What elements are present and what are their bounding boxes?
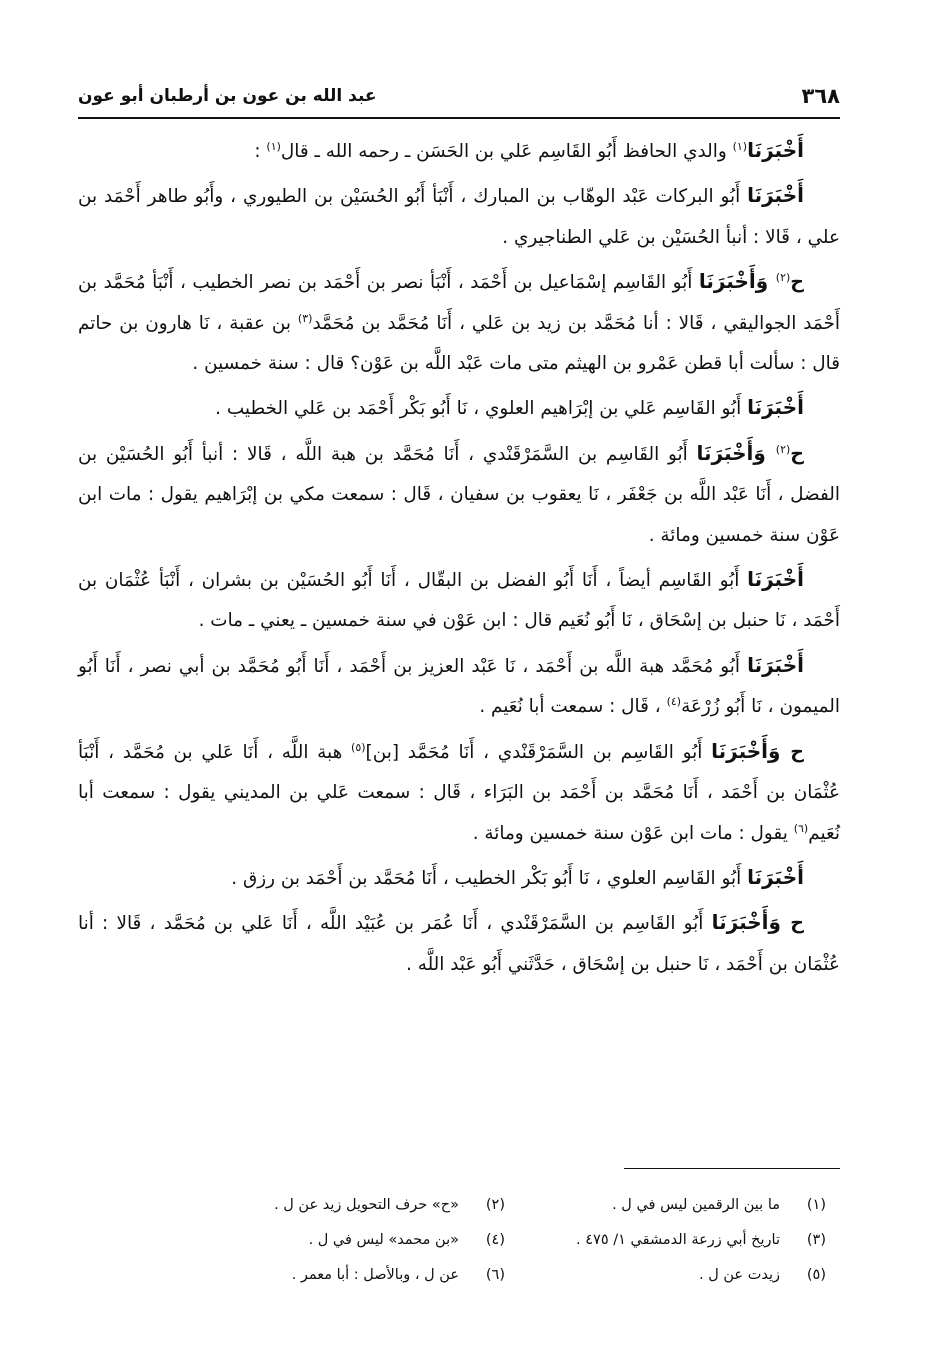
paragraph-text: يقول : مات ابن عَوْن سنة خمسين ومائة . xyxy=(472,822,794,844)
footnote xyxy=(529,1225,826,1255)
paragraph-text: أَبُو القَاسِم إسْمَاعيل بن أَحْمَد ، أَنْبَأ نصر بن أَحْمَد بن نصر الخطيب ، أَنْبَأ مُحَمَّد بن أَحْمَد الجواليقي ، قَالا : أنا مُحَمَّد بن زيد بن عَلي ، أَنَا مُحَمَّد بن مُحَمَّد xyxy=(78,272,840,334)
footnote-rule xyxy=(624,1168,840,1169)
paragraph xyxy=(78,130,840,172)
main-text xyxy=(78,130,840,988)
footnote-marker: (١) xyxy=(266,139,281,153)
paragraph xyxy=(78,731,840,854)
tahwil-mark: ح xyxy=(790,912,804,935)
tahwil-mark: ح xyxy=(790,740,804,763)
paragraph xyxy=(78,645,840,728)
footnote-number: (٥) xyxy=(806,1267,826,1283)
footnote xyxy=(208,1260,505,1290)
paragraph xyxy=(78,387,840,429)
paragraph-text: أَبُو القَاسِم بن السَّمَرْقَنْدي ، أَنَا عُمَر بن عُبَيْد اللَّه ، أَنَا عَلي بن مُحَمَّد ، قَالا : أنا عُثْمَان بن أَحْمَد ، نَا حنبل بن إسْحَاق ، حَدَّثَني أَبُو عَبْد اللَّه . xyxy=(78,913,840,975)
paragraph-text: أَبُو القَاسِم بن السَّمَرْقَنْدي ، أَنَا مُحَمَّد بن هبة اللَّه ، قَالا : أنبأ أَبُو الحُسَيْن بن الفضل ، أَنَا عَبْد اللَّه بن جَعْفَر ، نَا يعقوب بن سفيان ، قَال : سمعت مكي بن إبْرَاهيم يقول : مات ابن عَوْن سنة خمسين ومائة . xyxy=(78,443,840,546)
paragraph-text: أَبُو البركات عَبْد الوهّاب بن المبارك ، أَنْبَأ أَبُو الحُسَيْن بن الطيوري ، وأَبُو طاهر أَحْمَد بن علي ، قَالا : أنبأ الحُسَيْن بن عَلي الطناجيري . xyxy=(78,186,840,248)
footnotes xyxy=(208,1190,826,1290)
paragraph-text: : xyxy=(254,141,267,162)
page-header xyxy=(78,78,840,114)
running-title: عبد الله بن عون بن أرطبان أبو عون xyxy=(78,86,377,106)
paragraph-text: أَبُو القَاسِم بن السَّمَرْقَنْدي ، أَنَا مُحَمَّد [بن] xyxy=(365,741,712,763)
akhbarana-lead: أَخْبَرَنَا xyxy=(747,138,804,162)
footnote xyxy=(529,1260,826,1290)
akhbarana-lead: أَخْبَرَنَا xyxy=(747,395,804,420)
footnote-marker: (٢) xyxy=(775,271,791,285)
footnote-number: (١) xyxy=(806,1197,826,1213)
paragraph-text: أَبُو القَاسِم عَلي بن إبْرَاهيم العلوي ، نَا أَبُو بَكْر أَحْمَد بن عَلي الخطيب . xyxy=(215,398,748,420)
footnote xyxy=(208,1225,505,1255)
paragraph xyxy=(78,175,840,258)
paragraph-text: والدي الحافظ أَبُو القَاسِم عَلي بن الحَسَن ـ رحمه الله ـ قال xyxy=(280,141,733,162)
akhbarana-lead: وَأَخْبَرَنَا xyxy=(698,269,776,294)
akhbarana-lead: أَخْبَرَنَا xyxy=(747,567,804,592)
footnote-number: (٢) xyxy=(485,1197,505,1213)
paragraph xyxy=(78,433,840,556)
footnote-number: (٤) xyxy=(485,1232,505,1248)
footnote-marker: (١) xyxy=(732,139,748,153)
paragraph-text: أَبُو القَاسِم أيضاً ، أَنَا أَبُو الفضل بن البقّال ، أَنَا أَبُو الحُسَيْن بن بشران ، أَنْبَأ عُثْمَان بن أَحْمَد ، نَا حنبل بن إسْحَاق ، نَا أَبُو نُعَيم قال : ابن عَوْن في سنة خمسين ـ يعني ـ مات . xyxy=(78,570,840,632)
paragraph xyxy=(78,902,840,985)
header-rule xyxy=(78,117,840,119)
footnote-number: (٦) xyxy=(485,1267,505,1283)
footnote-marker: (٢) xyxy=(775,442,791,456)
akhbarana-lead: وَأَخْبَرَنَا xyxy=(696,440,776,465)
akhbarana-lead: أَخْبَرَنَا xyxy=(747,864,804,889)
akhbarana-lead: أَخْبَرَنَا xyxy=(747,183,804,208)
footnote-text: زيدت عن ل . xyxy=(699,1267,780,1283)
page-number: ٣٦٨ xyxy=(801,84,840,108)
tahwil-mark: ح xyxy=(790,442,804,465)
footnote xyxy=(208,1190,505,1220)
paragraph xyxy=(78,261,840,384)
paragraph-text: أَبُو القَاسِم العلوي ، نَا أَبُو بَكْر الخطيب ، أَنَا مُحَمَّد بن أَحْمَد بن رزق . xyxy=(231,867,748,889)
footnote-text: «ح» حرف التحويل زيد عن ل . xyxy=(274,1197,459,1213)
tahwil-mark: ح xyxy=(790,271,804,294)
footnote-marker: (٦) xyxy=(793,821,809,835)
footnote-number: (٣) xyxy=(806,1232,826,1248)
footnote-marker: (٥) xyxy=(351,740,366,754)
akhbarana-lead: وَأَخْبَرَنَا xyxy=(711,910,791,935)
footnote-text: تاريخ أبي زرعة الدمشقي ١/ ٤٧٥ . xyxy=(576,1232,780,1248)
paragraph-text: هبة اللَّه ، أَنَا عَلي بن مُحَمَّد ، أَنْبَأ عُثْمَان بن أَحْمَد ، أَنَا مُحَمَّد بن أَحْمَد بن البَرَاء ، قَال : سمعت عَلي بن المديني يقول : سمعت أبا نُعَيم xyxy=(78,741,840,844)
footnote-marker: (٤) xyxy=(666,695,682,709)
book-page xyxy=(78,0,840,1345)
paragraph-text: بن عقبة ، نَا هارون بن حاتم قال : سألت أبا قطن عَمْرو بن الهيثم متى مات عَبْد اللَّه بن عَوْن؟ قال : سنة خمسين . xyxy=(78,312,840,375)
footnote xyxy=(529,1190,826,1220)
paragraph xyxy=(78,559,840,642)
akhbarana-lead: وَأَخْبَرَنَا xyxy=(711,738,791,763)
akhbarana-lead: أَخْبَرَنَا xyxy=(747,652,804,677)
footnote-marker: (٣) xyxy=(297,311,313,325)
paragraph xyxy=(78,857,840,899)
footnote-text: ما بين الرقمين ليس في ل . xyxy=(612,1197,780,1213)
footnote-text: عن ل ، وبالأصل : أبا معمر . xyxy=(291,1267,459,1283)
paragraph-text: ، قَال : سمعت أبا نُعَيم . xyxy=(479,696,667,718)
paragraph-text: أَبُو مُحَمَّد هبة اللَّه بن أَحْمَد ، نَا عَبْد العزيز بن أَحْمَد ، أَنَا أَبُو مُحَمَّد بن أبي نصر ، أَنَا أَبُو الميمون ، نَا أَبُو زُرْعَة xyxy=(78,655,840,718)
footnote-text: «بن محمد» ليس في ل . xyxy=(308,1232,459,1248)
